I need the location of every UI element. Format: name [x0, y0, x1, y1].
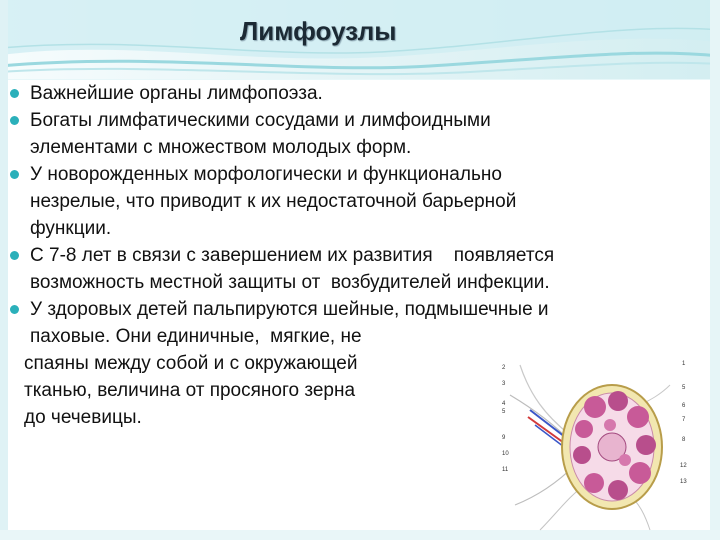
- bullet-dot-icon: [10, 170, 19, 179]
- bullet-text-line: элементами с множеством молодых форм.: [30, 137, 412, 158]
- bullet-text-line: Важнейшие органы лимфопоэза.: [30, 83, 323, 104]
- bullet-item: [10, 161, 710, 242]
- svg-text:4: 4: [502, 401, 506, 407]
- svg-text:9: 9: [502, 435, 506, 441]
- lymph-node-illustration: [500, 355, 695, 535]
- svg-text:11: 11: [502, 467, 509, 473]
- svg-text:1: 1: [682, 361, 686, 367]
- bullet-text-line: незрелые, что приводит к их недостаточной барьерной: [30, 191, 517, 212]
- bullet-item: [10, 242, 710, 296]
- svg-text:6: 6: [682, 403, 686, 409]
- bullet-dot-icon: [10, 251, 19, 260]
- svg-text:5: 5: [502, 409, 506, 415]
- svg-text:13: 13: [680, 479, 687, 485]
- svg-text:7: 7: [682, 417, 686, 423]
- bullet-text-line: паховые. Они единичные, мягкие, не: [30, 326, 362, 347]
- svg-text:3: 3: [502, 381, 506, 387]
- bullet-text-line: У здоровых детей пальпируются шейные, подмышечные и: [30, 299, 549, 320]
- bullet-text-line: возможность местной защиты от возбудителей инфекции.: [30, 272, 550, 293]
- svg-text:2: 2: [502, 365, 506, 371]
- slide-title: Лимфоузлы: [240, 16, 397, 46]
- bullet-item: [10, 107, 710, 161]
- bullet-item: [10, 80, 710, 107]
- bullet-text-line: С 7-8 лет в связи с завершением их развития появляется: [30, 245, 555, 266]
- bullet-continuation-line: тканью, величина от просяного зерна: [24, 380, 356, 401]
- bullet-continuation-line: до чечевицы.: [24, 407, 142, 428]
- left-frame: [0, 0, 8, 540]
- bullet-continuation-line: спаяны между собой и с окружающей: [24, 353, 358, 374]
- svg-text:8: 8: [682, 437, 686, 443]
- right-frame: [710, 0, 720, 540]
- svg-text:5: 5: [682, 385, 686, 391]
- bullet-text-line: Богаты лимфатическими сосудами и лимфоидными: [30, 110, 491, 131]
- bullet-dot-icon: [10, 305, 19, 314]
- bullet-dot-icon: [10, 116, 19, 125]
- svg-text:10: 10: [502, 451, 509, 457]
- bullet-text-line: функции.: [30, 218, 112, 239]
- bullet-dot-icon: [10, 89, 19, 98]
- svg-text:12: 12: [680, 463, 687, 469]
- bullet-text-line: У новорожденных морфологически и функционально: [30, 164, 502, 185]
